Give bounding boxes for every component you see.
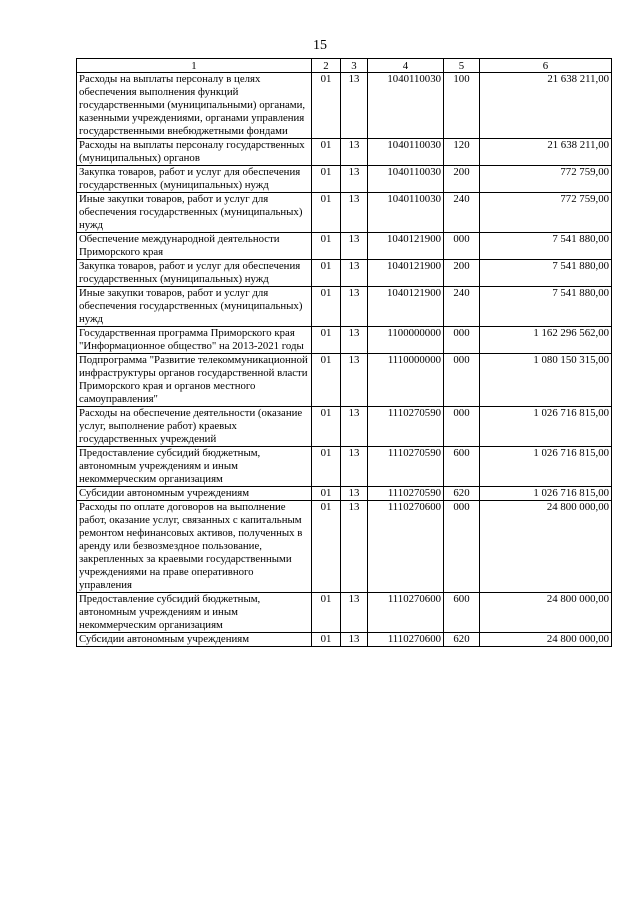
table-row [77,233,612,260]
row-name-cell: Субсидии автономным учреждениям [77,633,312,647]
subsection-code-cell: 13 [341,593,368,633]
target-article-cell: 1040110030 [368,166,444,193]
table-row [77,633,612,647]
target-article-cell: 1110270590 [368,407,444,447]
expense-type-cell: 120 [444,139,480,166]
table-row [77,260,612,287]
expense-type-cell: 240 [444,287,480,327]
table-row [77,501,612,593]
subsection-code-cell: 13 [341,233,368,260]
amount-cell: 7 541 880,00 [480,233,612,260]
amount-cell: 21 638 211,00 [480,139,612,166]
table-row [77,73,612,139]
subsection-code-cell: 13 [341,487,368,501]
subsection-code-cell: 13 [341,260,368,287]
row-name-cell: Расходы на выплаты персоналу в целях обеспечения выполнения функций государственными (муниципальными) органами, казенными учреждениями, органами управления государственными внебюджетными фондами [77,73,312,139]
subsection-code-cell: 13 [341,354,368,407]
expense-type-cell: 000 [444,354,480,407]
amount-cell: 1 026 716 815,00 [480,407,612,447]
section-code-cell: 01 [312,233,341,260]
amount-cell: 1 080 150 315,00 [480,354,612,407]
target-article-cell: 1040121900 [368,233,444,260]
row-name-cell: Иные закупки товаров, работ и услуг для обеспечения государственных (муниципальных) нужд [77,287,312,327]
target-article-cell: 1040110030 [368,73,444,139]
subsection-code-cell: 13 [341,501,368,593]
amount-cell: 7 541 880,00 [480,287,612,327]
target-article-cell: 1040121900 [368,260,444,287]
row-name-cell: Государственная программа Приморского края "Информационное общество" на 2013-2021 годы [77,327,312,354]
page-number: 15 [313,38,327,53]
target-article-cell: 1110000000 [368,354,444,407]
column-header: 2 [312,59,341,73]
expense-type-cell: 620 [444,487,480,501]
expense-type-cell: 000 [444,407,480,447]
target-article-cell: 1110270600 [368,501,444,593]
section-code-cell: 01 [312,260,341,287]
row-name-cell: Иные закупки товаров, работ и услуг для обеспечения государственных (муниципальных) нужд [77,193,312,233]
table-row [77,407,612,447]
subsection-code-cell: 13 [341,73,368,139]
table-row [77,354,612,407]
column-header: 6 [480,59,612,73]
subsection-code-cell: 13 [341,139,368,166]
amount-cell: 1 162 296 562,00 [480,327,612,354]
amount-cell: 7 541 880,00 [480,260,612,287]
table-row [77,166,612,193]
expense-type-cell: 620 [444,633,480,647]
table-row [77,287,612,327]
expense-type-cell: 100 [444,73,480,139]
table-row [77,139,612,166]
expense-type-cell: 200 [444,260,480,287]
target-article-cell: 1040110030 [368,139,444,166]
row-name-cell: Обеспечение международной деятельности Приморского края [77,233,312,260]
target-article-cell: 1110270590 [368,487,444,501]
section-code-cell: 01 [312,327,341,354]
amount-cell: 772 759,00 [480,193,612,233]
section-code-cell: 01 [312,166,341,193]
section-code-cell: 01 [312,633,341,647]
row-name-cell: Предоставление субсидий бюджетным, автономным учреждениям и иным некоммерческим организациям [77,447,312,487]
column-header: 4 [368,59,444,73]
section-code-cell: 01 [312,287,341,327]
target-article-cell: 1110270600 [368,633,444,647]
table-row [77,327,612,354]
target-article-cell: 1110270590 [368,447,444,487]
subsection-code-cell: 13 [341,327,368,354]
column-header: 3 [341,59,368,73]
row-name-cell: Подпрограмма "Развитие телекоммуникационной инфраструктуры органов государственной власти Приморского края и органов местного самоуправления" [77,354,312,407]
table-body [77,73,612,647]
target-article-cell: 1040121900 [368,287,444,327]
amount-cell: 24 800 000,00 [480,593,612,633]
amount-cell: 772 759,00 [480,166,612,193]
budget-table [76,58,612,647]
section-code-cell: 01 [312,139,341,166]
column-header: 5 [444,59,480,73]
expense-type-cell: 000 [444,233,480,260]
subsection-code-cell: 13 [341,287,368,327]
expense-type-cell: 240 [444,193,480,233]
subsection-code-cell: 13 [341,633,368,647]
section-code-cell: 01 [312,407,341,447]
table-row [77,193,612,233]
expense-type-cell: 200 [444,166,480,193]
row-name-cell: Расходы на обеспечение деятельности (оказание услуг, выполнение работ) краевых государственных учреждений [77,407,312,447]
table-row [77,593,612,633]
column-header: 1 [77,59,312,73]
target-article-cell: 1040110030 [368,193,444,233]
section-code-cell: 01 [312,73,341,139]
amount-cell: 1 026 716 815,00 [480,487,612,501]
table-row [77,487,612,501]
expense-type-cell: 600 [444,593,480,633]
amount-cell: 1 026 716 815,00 [480,447,612,487]
table-header-row [77,59,612,73]
amount-cell: 24 800 000,00 [480,633,612,647]
row-name-cell: Расходы по оплате договоров на выполнение работ, оказание услуг, связанных с капитальным ремонтом нефинансовых активов, полученных в аренду или безвозмездное пользование, закрепленных за краевыми государственными учреждениями на праве оперативного управления [77,501,312,593]
section-code-cell: 01 [312,354,341,407]
target-article-cell: 1110270600 [368,593,444,633]
row-name-cell: Расходы на выплаты персоналу государственных (муниципальных) органов [77,139,312,166]
expense-type-cell: 600 [444,447,480,487]
table-row [77,447,612,487]
section-code-cell: 01 [312,501,341,593]
row-name-cell: Закупка товаров, работ и услуг для обеспечения государственных (муниципальных) нужд [77,260,312,287]
target-article-cell: 1100000000 [368,327,444,354]
row-name-cell: Субсидии автономным учреждениям [77,487,312,501]
subsection-code-cell: 13 [341,447,368,487]
amount-cell: 21 638 211,00 [480,73,612,139]
subsection-code-cell: 13 [341,407,368,447]
subsection-code-cell: 13 [341,166,368,193]
section-code-cell: 01 [312,593,341,633]
row-name-cell: Закупка товаров, работ и услуг для обеспечения государственных (муниципальных) нужд [77,166,312,193]
row-name-cell: Предоставление субсидий бюджетным, автономным учреждениям и иным некоммерческим организациям [77,593,312,633]
section-code-cell: 01 [312,447,341,487]
subsection-code-cell: 13 [341,193,368,233]
amount-cell: 24 800 000,00 [480,501,612,593]
expense-type-cell: 000 [444,501,480,593]
section-code-cell: 01 [312,487,341,501]
section-code-cell: 01 [312,193,341,233]
expense-type-cell: 000 [444,327,480,354]
